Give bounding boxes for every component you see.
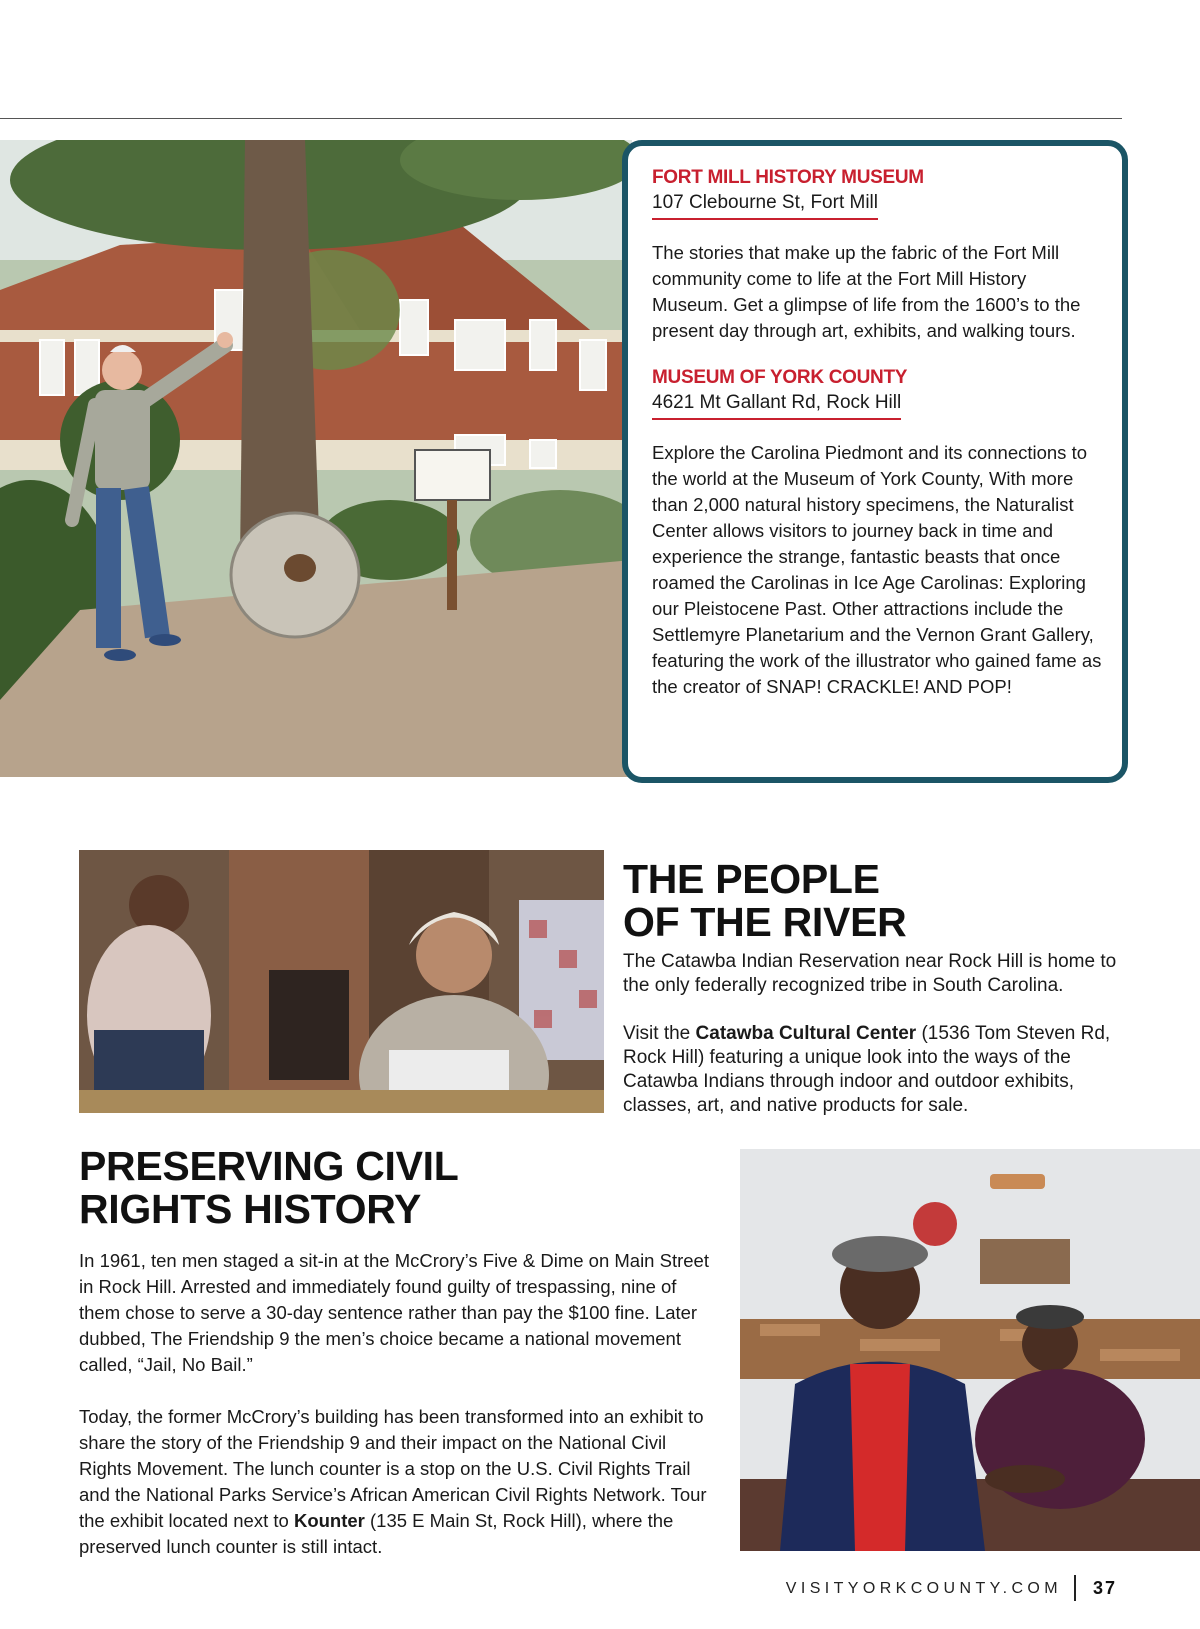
catawba-center-photo [79, 850, 604, 1113]
venue-description-fort-mill: The stories that make up the fabric of the Fort Mill community come to life at the Fort Mill History Museum. Get a glimpse of life from the 1600’s to the present day through art, exhibits, and walking tours. [652, 242, 1081, 341]
footer-divider [1074, 1575, 1076, 1601]
river-p2-suffix: (1536 Tom Steven Rd, Rock Hill) featuring a unique look into the ways of the Catawba Indians through indoor and outdoor exhibits, classes, art, and native products for sale. [623, 1023, 1111, 1116]
venue-address-york-county: 4621 Mt Gallant Rd, Rock Hill [652, 390, 901, 420]
civil-p2-suffix: (135 E Main St, Rock Hill), where the preserved lunch counter is still intact. [79, 1510, 674, 1557]
civil-rights-heading [79, 1145, 639, 1231]
venue-description-york-county: Explore the Carolina Piedmont and its connections to the world at the Museum of York County, With more than 2,000 natural history specimens, the Naturalist Center allows visitors to journey back in time and experience the strange, fantastic beasts that once roamed the Carolinas in Ice Age Carolinas: Exploring our Pleistocene Past. Other attractions include the Settlemyre Planetarium and the Vernon Grant Gallery, featuring the work of the illustrator who gained fame as the creator of SNAP! CRACKLE! AND POP! [652, 442, 1102, 697]
top-rule [0, 118, 1122, 119]
river-heading-line2: OF THE RIVER [623, 899, 907, 945]
river-paragraph-1: The Catawba Indian Reservation near Rock Hill is home to the only federally recognized tribe in South Carolina. [623, 951, 1117, 996]
catawba-center-name: Catawba Cultural Center [695, 1023, 917, 1044]
civil-heading-line1: PRESERVING CIVIL [79, 1143, 459, 1189]
footer-website: VISITYORKCOUNTY.COM [785, 1580, 1062, 1597]
civil-paragraph-1: In 1961, ten men staged a sit-in at the McCrory’s Five & Dime on Main Street in Rock Hill. Arrested and immediately found guilty of trespassing, nine of them chose to serve a 30-day sentence rather than pay the $100 fine. Later dubbed, The Friendship 9 the men’s choice became a national movement called, “Jail, No Bail.” [79, 1250, 709, 1375]
river-paragraph-2 [623, 1022, 1133, 1118]
river-heading [623, 858, 1143, 944]
friendship-nine-photo [740, 1149, 1200, 1551]
river-p2-prefix: Visit the [623, 1023, 696, 1044]
civil-heading-line2: RIGHTS HISTORY [79, 1186, 422, 1232]
venue-name-fort-mill: FORT MILL HISTORY MUSEUM [652, 167, 924, 188]
museum-info-content [652, 166, 1102, 722]
museum-grounds-photo [0, 140, 632, 777]
river-heading-line1: THE PEOPLE [623, 856, 880, 902]
page-number: 37 [1093, 1578, 1118, 1598]
museum-info-box [622, 140, 1128, 783]
civil-p2-prefix: Today, the former McCrory’s building has been transformed into an exhibit to share the story of the Friendship 9 and their impact on the National Civil Rights Movement. The lunch counter is a stop on the U.S. Civil Rights Trail and the National Parks Service’s African American Civil Rights Network. Tour the exhibit located next to [79, 1406, 707, 1531]
civil-paragraph-2 [79, 1404, 719, 1560]
kounter-name: Kounter [293, 1510, 365, 1531]
venue-address-fort-mill: 107 Clebourne St, Fort Mill [652, 190, 878, 220]
venue-name-york-county: MUSEUM OF YORK COUNTY [652, 367, 908, 388]
